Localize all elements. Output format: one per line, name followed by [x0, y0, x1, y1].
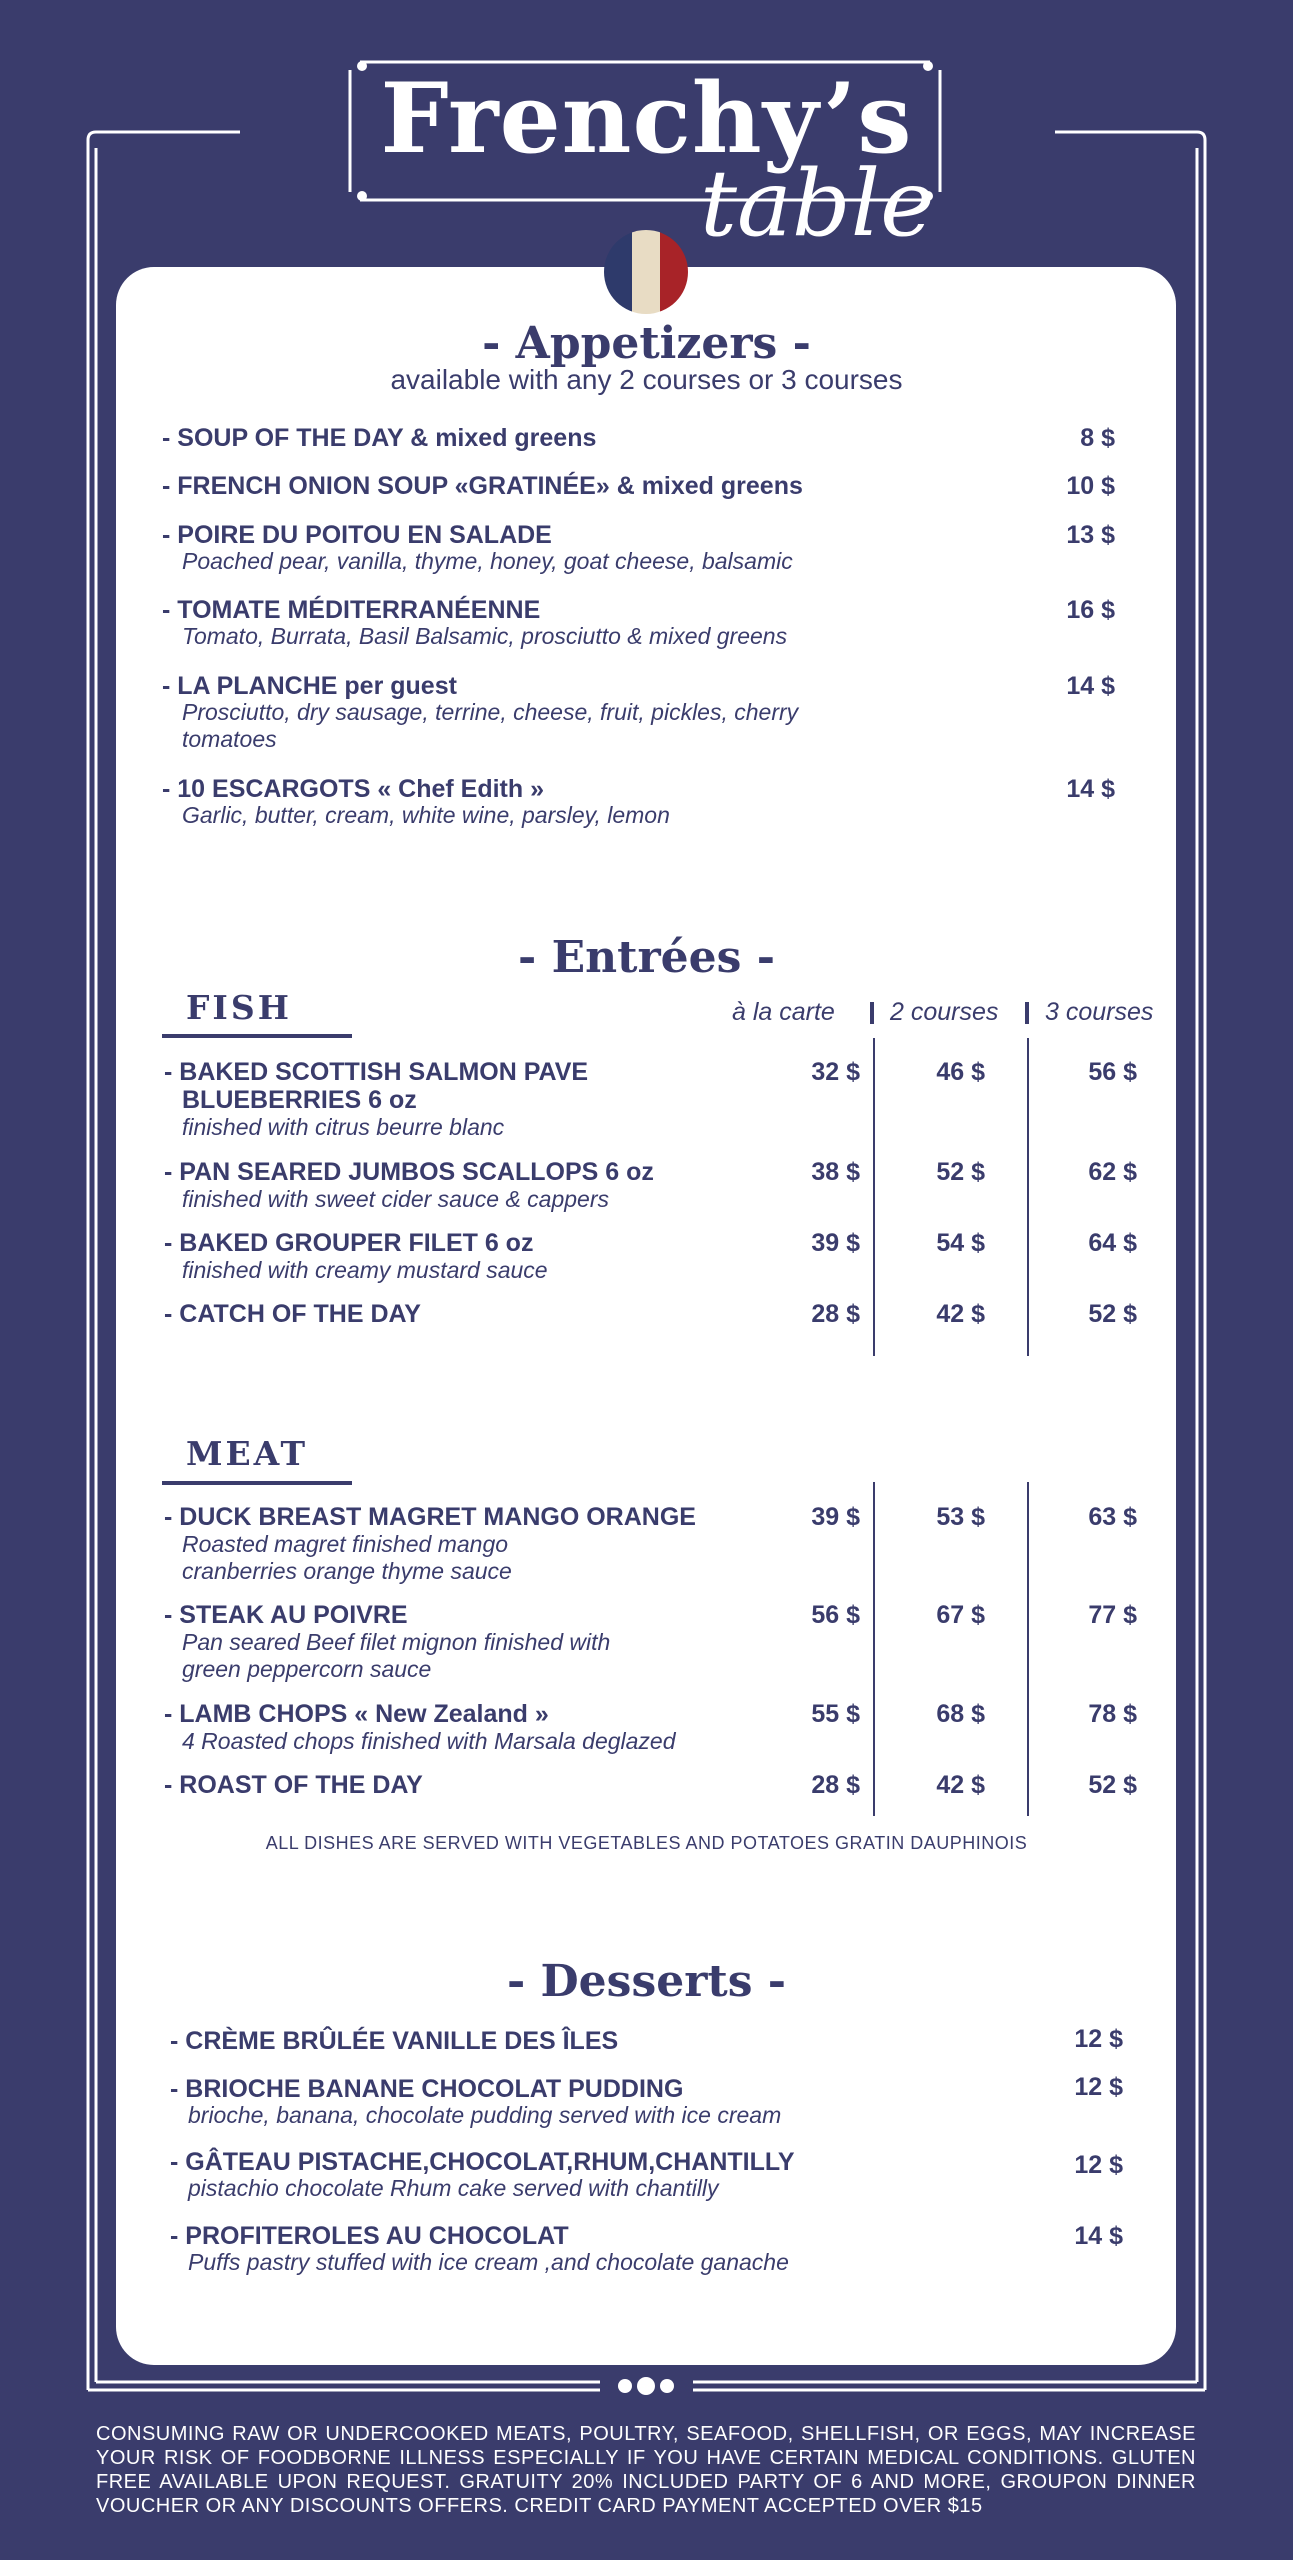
meat-desc: Pan seared Beef filet mignon finished with green peppercorn sauce	[182, 1629, 611, 1682]
appetizer-desc: Prosciutto, dry sausage, terrine, cheese, fruit, pickles, cherry tomatoes	[182, 699, 799, 752]
footer-disclaimer: CONSUMING RAW OR UNDERCOOKED MEATS, POULTRY, SEAFOOD, SHELLFISH, OR EGGS, MAY INCREASE YOUR RISK OF FOODBORNE ILLNESS ESPECIALLY IF YOU HAVE CERTAIN MEDICAL CONDITIONS. GLUTEN FREE AVAILABLE UPON REQUEST. GRATUITY 20% INCLUDED PARTY OF 6 AND MORE, GROUPON DINNER VOUCHER OR ANY DISCOUNTS OFFERS. CREDIT CARD PAYMENT ACCEPTED OVER $15	[96, 2423, 1196, 2517]
price-divider	[873, 1482, 875, 1816]
french-flag-icon	[604, 230, 688, 314]
fish-price-a-la-carte: 28 $	[811, 1300, 860, 1328]
fish-name: - BAKED SCOTTISH SALMON PAVE	[164, 1058, 589, 1086]
fish-desc: finished with citrus beurre blanc	[182, 1114, 505, 1140]
price-divider	[1027, 1038, 1029, 1356]
column-header-3-courses: 3 courses	[1045, 998, 1154, 1026]
fish-price-a-la-carte: 38 $	[811, 1158, 860, 1186]
appetizers-title: - Appetizers -	[482, 318, 811, 369]
meat-price-a-la-carte: 28 $	[811, 1771, 860, 1799]
dessert-price: 12 $	[1074, 2025, 1123, 2053]
desserts-title: - Desserts -	[506, 1956, 787, 2007]
meat-price-a-la-carte: 56 $	[811, 1601, 860, 1629]
column-separator	[1025, 1002, 1029, 1024]
dessert-name: - GÂTEAU PISTACHE,CHOCOLAT,RHUM,CHANTILLY	[170, 2148, 795, 2176]
appetizer-name: - SOUP OF THE DAY & mixed greens	[162, 424, 597, 452]
category-underline	[162, 1481, 352, 1485]
dessert-name: - CRÈME BRÛLÉE VANILLE DES ÎLES	[170, 2027, 619, 2055]
meat-name: - LAMB CHOPS « New Zealand »	[164, 1700, 549, 1728]
dessert-desc: Puffs pastry stuffed with ice cream ,and chocolate ganache	[188, 2249, 789, 2275]
dessert-desc: pistachio chocolate Rhum cake served with chantilly	[188, 2175, 719, 2201]
fish-desc: finished with sweet cider sauce & cappers	[182, 1186, 609, 1212]
meat-price-3-courses: 77 $	[1088, 1601, 1137, 1629]
meat-price-a-la-carte: 55 $	[811, 1700, 860, 1728]
fish-name-cont: BLUEBERRIES 6 oz	[182, 1086, 417, 1114]
fish-price-a-la-carte: 32 $	[811, 1058, 860, 1086]
meat-price-3-courses: 52 $	[1088, 1771, 1137, 1799]
meat-price-2-courses: 53 $	[936, 1503, 985, 1531]
meat-price-3-courses: 78 $	[1088, 1700, 1137, 1728]
column-separator	[870, 1002, 874, 1024]
meat-desc: Roasted magret finished mango cranberries orange thyme sauce	[182, 1531, 512, 1584]
category-fish: FISH	[186, 988, 292, 1027]
appetizer-desc: Garlic, butter, cream, white wine, parsley, lemon	[182, 802, 670, 828]
meat-price-2-courses: 68 $	[936, 1700, 985, 1728]
price-divider	[873, 1038, 875, 1356]
appetizer-desc: Poached pear, vanilla, thyme, honey, goat cheese, balsamic	[182, 548, 793, 574]
fish-price-3-courses: 52 $	[1088, 1300, 1137, 1328]
appetizer-price: 14 $	[1066, 672, 1115, 700]
appetizer-name: - LA PLANCHE per guest	[162, 672, 457, 700]
meat-desc: 4 Roasted chops finished with Marsala deglazed	[182, 1728, 676, 1754]
category-underline	[162, 1034, 352, 1038]
dessert-name: - PROFITEROLES AU CHOCOLAT	[170, 2222, 569, 2250]
meat-price-3-courses: 63 $	[1088, 1503, 1137, 1531]
side-dishes-note: ALL DISHES ARE SERVED WITH VEGETABLES AND POTATOES GRATIN DAUPHINOIS	[265, 1833, 1028, 1853]
column-header-a-la-carte: à la carte	[732, 998, 835, 1026]
fish-name: - PAN SEARED JUMBOS SCALLOPS 6 oz	[164, 1158, 654, 1186]
appetizer-name: - 10 ESCARGOTS « Chef Edith »	[162, 775, 545, 803]
fish-price-3-courses: 62 $	[1088, 1158, 1137, 1186]
fish-name: - CATCH OF THE DAY	[164, 1300, 421, 1328]
appetizers-subtitle: available with any 2 courses or 3 courses	[390, 364, 903, 395]
appetizer-desc: Tomato, Burrata, Basil Balsamic, prosciutto & mixed greens	[182, 623, 788, 649]
meat-price-2-courses: 67 $	[936, 1601, 985, 1629]
fish-name: - BAKED GROUPER FILET 6 oz	[164, 1229, 534, 1257]
fish-price-2-courses: 42 $	[936, 1300, 985, 1328]
appetizer-name: - FRENCH ONION SOUP «GRATINÉE» & mixed greens	[162, 472, 803, 500]
meat-price-a-la-carte: 39 $	[811, 1503, 860, 1531]
dessert-desc: brioche, banana, chocolate pudding served with ice cream	[188, 2102, 782, 2128]
entrees-title: - Entrées -	[518, 932, 775, 983]
price-divider	[1027, 1482, 1029, 1816]
brand-name: Frenchy’s	[380, 62, 913, 175]
category-meat: MEAT	[186, 1434, 309, 1473]
appetizer-price: 16 $	[1066, 596, 1115, 624]
fish-price-3-courses: 56 $	[1088, 1058, 1137, 1086]
fish-price-a-la-carte: 39 $	[811, 1229, 860, 1257]
meat-price-2-courses: 42 $	[936, 1771, 985, 1799]
fish-price-3-courses: 64 $	[1088, 1229, 1137, 1257]
fish-price-2-courses: 46 $	[936, 1058, 985, 1086]
dessert-price: 12 $	[1074, 2073, 1123, 2101]
appetizer-name: - POIRE DU POITOU EN SALADE	[162, 521, 552, 549]
fish-price-2-courses: 52 $	[936, 1158, 985, 1186]
column-header-2-courses: 2 courses	[890, 998, 999, 1026]
fish-desc: finished with creamy mustard sauce	[182, 1257, 548, 1283]
appetizer-name: - TOMATE MÉDITERRANÉENNE	[162, 596, 541, 624]
meat-name: - ROAST OF THE DAY	[164, 1771, 423, 1799]
dessert-price: 14 $	[1074, 2222, 1123, 2250]
appetizer-price: 14 $	[1066, 775, 1115, 803]
dessert-name: - BRIOCHE BANANE CHOCOLAT PUDDING	[170, 2075, 684, 2103]
meat-name: - STEAK AU POIVRE	[164, 1601, 408, 1629]
fish-price-2-courses: 54 $	[936, 1229, 985, 1257]
brand-script: table	[700, 150, 935, 257]
appetizer-price: 10 $	[1066, 472, 1115, 500]
dessert-price: 12 $	[1074, 2151, 1123, 2179]
meat-name: - DUCK BREAST MAGRET MANGO ORANGE	[164, 1503, 696, 1531]
appetizer-price: 8 $	[1080, 424, 1115, 452]
appetizer-price: 13 $	[1066, 521, 1115, 549]
